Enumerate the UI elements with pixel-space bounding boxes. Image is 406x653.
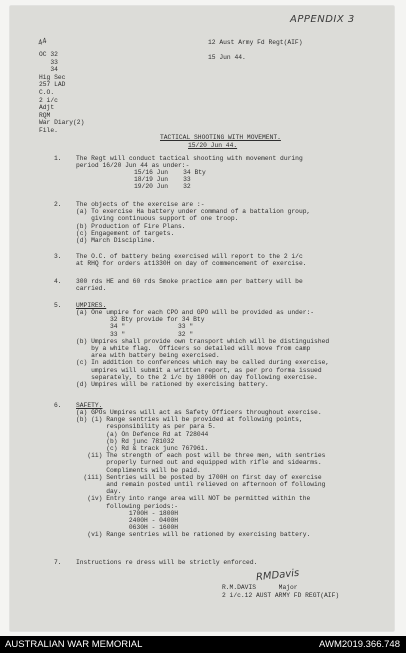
schedule-row: 15/16 Jun 34 Bty: [134, 169, 206, 176]
para-2-number: 2.: [54, 201, 62, 208]
text-line: (a) On Defence Rd at 728044: [76, 430, 209, 438]
distribution-item: War Diary(2): [39, 119, 85, 127]
distribution-item: File.: [39, 126, 58, 134]
text-line: (b) Umpires shall provide own transport which will be distinguished: [76, 337, 330, 345]
text-line: carried.: [76, 285, 107, 293]
text-line: Instructions re dress will be strictly enforced.: [76, 559, 258, 566]
text-line: 32 Bty provide for 34 Bty: [76, 316, 205, 324]
archive-footer-bar: [0, 636, 406, 653]
text-line: area with battery being exercised.: [76, 352, 220, 360]
text-line: (iii) Sentries will be posted by 1700H on first day of exercise: [76, 473, 322, 481]
distribution-item: 257 LAD: [39, 81, 66, 89]
distribution-item: Adjt: [39, 104, 55, 112]
para-2-text: [76, 201, 310, 244]
distribution-item: 33: [39, 58, 58, 66]
para-1-schedule: [134, 169, 206, 191]
para-3-text: [76, 253, 307, 267]
text-line: separately, to the 2 i/c by 1800H on day following exercise.: [76, 373, 318, 381]
text-line: day.: [76, 488, 122, 496]
para-3-number: 3.: [54, 253, 62, 260]
schedule-row: 18/19 Jun 33: [134, 176, 191, 184]
para-1-number: 1.: [54, 155, 62, 162]
text-line: (c) Rd & track junc 767961.: [76, 445, 209, 453]
text-line: (a) One umpire for each CPO and GPO will be provided as under:-: [76, 309, 315, 316]
para-5-number: 5.: [54, 302, 62, 309]
text-line: The Regt will conduct tactical shooting with movement during: [76, 155, 303, 162]
text-line: umpires will submit a written report, as per pro forma issued: [76, 366, 322, 374]
text-line: 0630H - 1600H: [76, 524, 179, 532]
text-line: 33 " 32 ": [76, 330, 194, 338]
text-line: (d) March Discipline.: [76, 237, 156, 245]
archive-name: AUSTRALIAN WAR MEMORIAL: [5, 639, 143, 650]
distribution-item: C.O.: [39, 88, 55, 96]
document-title-dates: 15/20 Jun 44.: [188, 142, 238, 149]
text-line: (a) GPOs Umpires will act as Safety Officers throughout exercise.: [76, 409, 322, 416]
para-1-text: [76, 155, 303, 169]
para-6-text: [76, 409, 325, 539]
text-line: 2400H - 0400H: [76, 517, 179, 525]
handwritten-signature: RMDavis: [255, 567, 300, 584]
text-line: (b) (i) Range sentries will be provided at following points,: [76, 416, 303, 424]
distribution-item: RQM: [39, 111, 51, 119]
text-line: (a) To exercise Ha battery under command of a battalion group,: [76, 208, 311, 216]
para-4-text: [76, 278, 303, 292]
accession-number: AWM2019.366.748: [319, 639, 400, 650]
signatory-name: R.M.DAVIS Major: [222, 584, 298, 591]
distribution-item: 34: [39, 66, 58, 74]
text-line: (ii) The strength of each post will be three men, with sentries: [76, 452, 326, 460]
text-line: (iv) Entry into range area will NOT be permitted within the: [76, 495, 311, 503]
distribution-item: 2 i/c: [39, 96, 58, 104]
text-line: The O.C. of battery being exercised will report to the 2 i/c: [76, 253, 303, 260]
signatory-title: 2 i/c.12 AUST ARMY FD REGT(AIF): [222, 592, 340, 599]
text-line: (vi) Range sentries will be rationed by exercising battery.: [76, 531, 311, 539]
text-line: by a white flag. Officers so detailed will move from camp: [76, 345, 311, 353]
text-line: The objects of the exercise are :-: [76, 201, 205, 208]
document-title: TACTICAL SHOOTING WITH MOVEMENT.: [160, 134, 281, 141]
margin-mark: 44: [36, 36, 49, 48]
text-line: period 16/20 Jun 44 as under:-: [76, 162, 190, 170]
text-line: Compliments will be paid.: [76, 466, 201, 474]
distribution-list: [39, 51, 84, 135]
para-6-heading: SAFETY.: [76, 402, 103, 409]
text-line: (d) Umpires will be rationed by exercising battery.: [76, 381, 269, 389]
text-line: (b) Rd junc 781032: [76, 437, 175, 445]
text-line: (c) In addition to conferences which may be called during exercise,: [76, 359, 330, 367]
schedule-row: 19/20 Jun 32: [134, 183, 191, 191]
appendix-annotation: APPENDIX 3: [290, 14, 355, 25]
text-line: and remain posted until relieved on afternoon of following: [76, 481, 326, 489]
text-line: 34 " 33 ": [76, 323, 194, 331]
para-4-number: 4.: [54, 278, 62, 285]
para-7-number: 7.: [54, 559, 62, 566]
text-line: at RHQ for orders at1330H on day of commencement of exercise.: [76, 260, 307, 268]
text-line: following periods:-: [76, 502, 179, 510]
unit-header: 12 Aust Army Fd Regt(AIF): [208, 39, 303, 46]
text-line: 1700H - 1800H: [76, 509, 179, 517]
para-7-text: [76, 559, 257, 566]
text-line: (b) Production of Fire Plans.: [76, 222, 186, 230]
text-line: giving continuous support of one troop.: [76, 215, 239, 223]
text-line: (c) Engagement of targets.: [76, 229, 175, 237]
document-date: 15 Jun 44.: [208, 54, 246, 61]
text-line: 300 rds HE and 60 rds Smoke practice amn per battery will be: [76, 278, 303, 285]
distribution-item: OC 32: [39, 51, 58, 58]
para-6-number: 6.: [54, 402, 62, 409]
text-line: responsibility as per para 5.: [76, 423, 216, 431]
distribution-item: Hig Sec: [39, 73, 66, 81]
text-line: properly turned out and equipped with rifle and sidearms.: [76, 459, 322, 467]
para-5-heading: UMPIRES.: [76, 302, 107, 309]
para-5-text: [76, 309, 329, 388]
